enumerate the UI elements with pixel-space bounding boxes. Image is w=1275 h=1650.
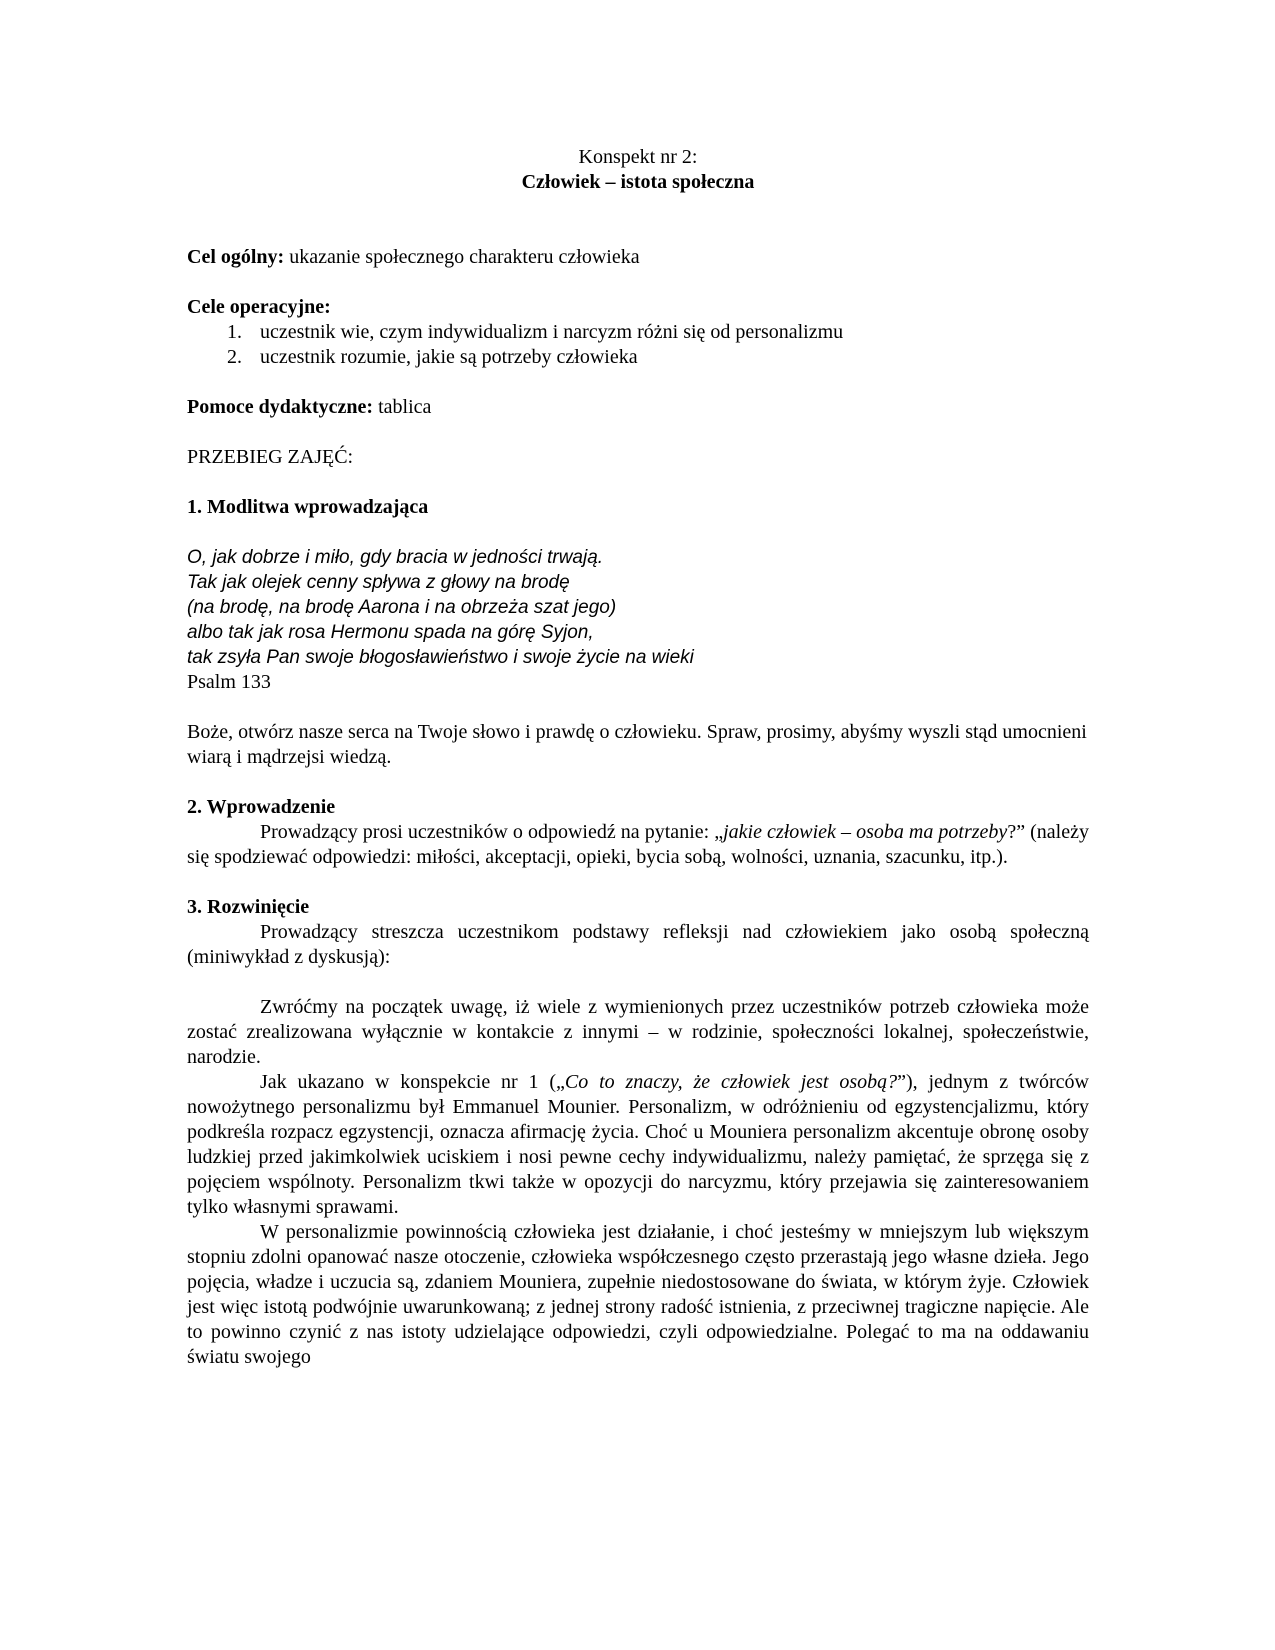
cel-ogolny-text: ukazanie społecznego charakteru człowieka <box>284 246 640 268</box>
cel-ogolny <box>187 245 1089 270</box>
psalm-reference: Psalm 133 <box>187 671 271 693</box>
przebieg-heading: PRZEBIEG ZAJĘĆ: <box>187 446 354 468</box>
psalm-line: Tak jak olejek cenny spływa z głowy na brodę <box>187 572 570 593</box>
psalm-line: (na brodę, na brodę Aarona i na obrzeża szat jego) <box>187 597 617 618</box>
cele-operacyjne-label: Cele operacyjne: <box>187 296 331 318</box>
section-2-title: 2. Wprowadzenie <box>187 796 336 818</box>
list-item: 2. uczestnik rozumie, jakie są potrzeby człowieka <box>227 346 638 368</box>
section-3-paragraph-2: Jak ukazano w konspekcie nr 1 („Co to znaczy, że człowiek jest osobą?”), jednym z twórców nowożytnego personalizmu był Emmanuel Mounier. Personalizm, w odróżnieniu od egzystencjalizmu, który podkreśla rozpacz egzystencji, oznacza afirmację życia. Choć u Mouniera personalizm akcentuje obronę osoby ludzkiej przed jakimkolwiek uciskiem i nosi pewne cechy indywidualizmu, należy pamiętać, że sprzęga się z pojęciem wspólnoty. Personalizm tkwi także w opozycji do narcyzmu, który przejawia się zainteresowaniem tylko własnymi sprawami. <box>187 1071 1089 1218</box>
document-title: Człowiek – istota społeczna <box>521 171 755 193</box>
cel-ogolny-label: Cel ogólny: <box>187 246 285 268</box>
psalm-text <box>187 545 1089 670</box>
section-3-paragraph-3: W personalizmie powinnością człowieka jest działanie, i choć jesteśmy w mniejszym lub większym stopniu zdolni opanować nasze otoczenie, człowieka współczesnego często przerastają jego własne dzieła. Jego pojęcia, władze i uczucia są, zdaniem Mouniera, zupełnie niedostosowane do świata, w którym żyje. Człowiek jest więc istotą podwójnie uwarunkowaną; z jednej strony radość istnienia, z przeciwnej tragiczne napięcie. Ale to powinno czynić z nas istoty udzielające odpowiedzi, czyli odpowiedzialne. Polegać to ma na oddawaniu światu swojego <box>187 1221 1089 1368</box>
psalm-line: tak zsyła Pan swoje błogosławieństwo i swoje życie na wieki <box>187 647 694 668</box>
pomoce-text: tablica <box>373 396 432 418</box>
document-subtitle: Konspekt nr 2: <box>578 146 698 168</box>
section-2-paragraph: Prowadzący prosi uczestników o odpowiedź na pytanie: „jakie człowiek – osoba ma potrzeby?” (należy się spodziewać odpowiedzi: miłości, akceptacji, opieki, bycia sobą, wolności, uznania, szacunku, itp.). <box>187 821 1089 868</box>
pomoce-dydaktyczne <box>187 395 1089 420</box>
section-3-intro: Prowadzący streszcza uczestnikom podstawy refleksji nad człowiekiem jako osobą społeczną (miniwykład z dyskusją): <box>187 921 1089 968</box>
psalm-line: O, jak dobrze i miło, gdy bracia w jedności trwają. <box>187 547 604 568</box>
section-1-title: 1. Modlitwa wprowadzająca <box>187 496 429 518</box>
list-item: 1. uczestnik wie, czym indywidualizm i narcyzm różni się od personalizmu <box>227 321 844 343</box>
psalm-line: albo tak jak rosa Hermonu spada na górę Syjon, <box>187 622 594 643</box>
section-3-paragraph-1: Zwróćmy na początek uwagę, iż wiele z wymienionych przez uczestników potrzeb człowieka może zostać zrealizowana wyłącznie w kontakcie z innymi – w rodzinie, społeczności lokalnej, społeczeństwie, narodzie. <box>187 996 1089 1068</box>
cele-operacyjne-list <box>187 320 1089 370</box>
section-3-title: 3. Rozwinięcie <box>187 896 310 918</box>
pomoce-label: Pomoce dydaktyczne: <box>187 396 374 418</box>
opening-prayer: Boże, otwórz nasze serca na Twoje słowo i prawdę o człowieku. Spraw, prosimy, abyśmy wyszli stąd umocnieni wiarą i mądrzejsi wiedzą. <box>187 721 1087 768</box>
